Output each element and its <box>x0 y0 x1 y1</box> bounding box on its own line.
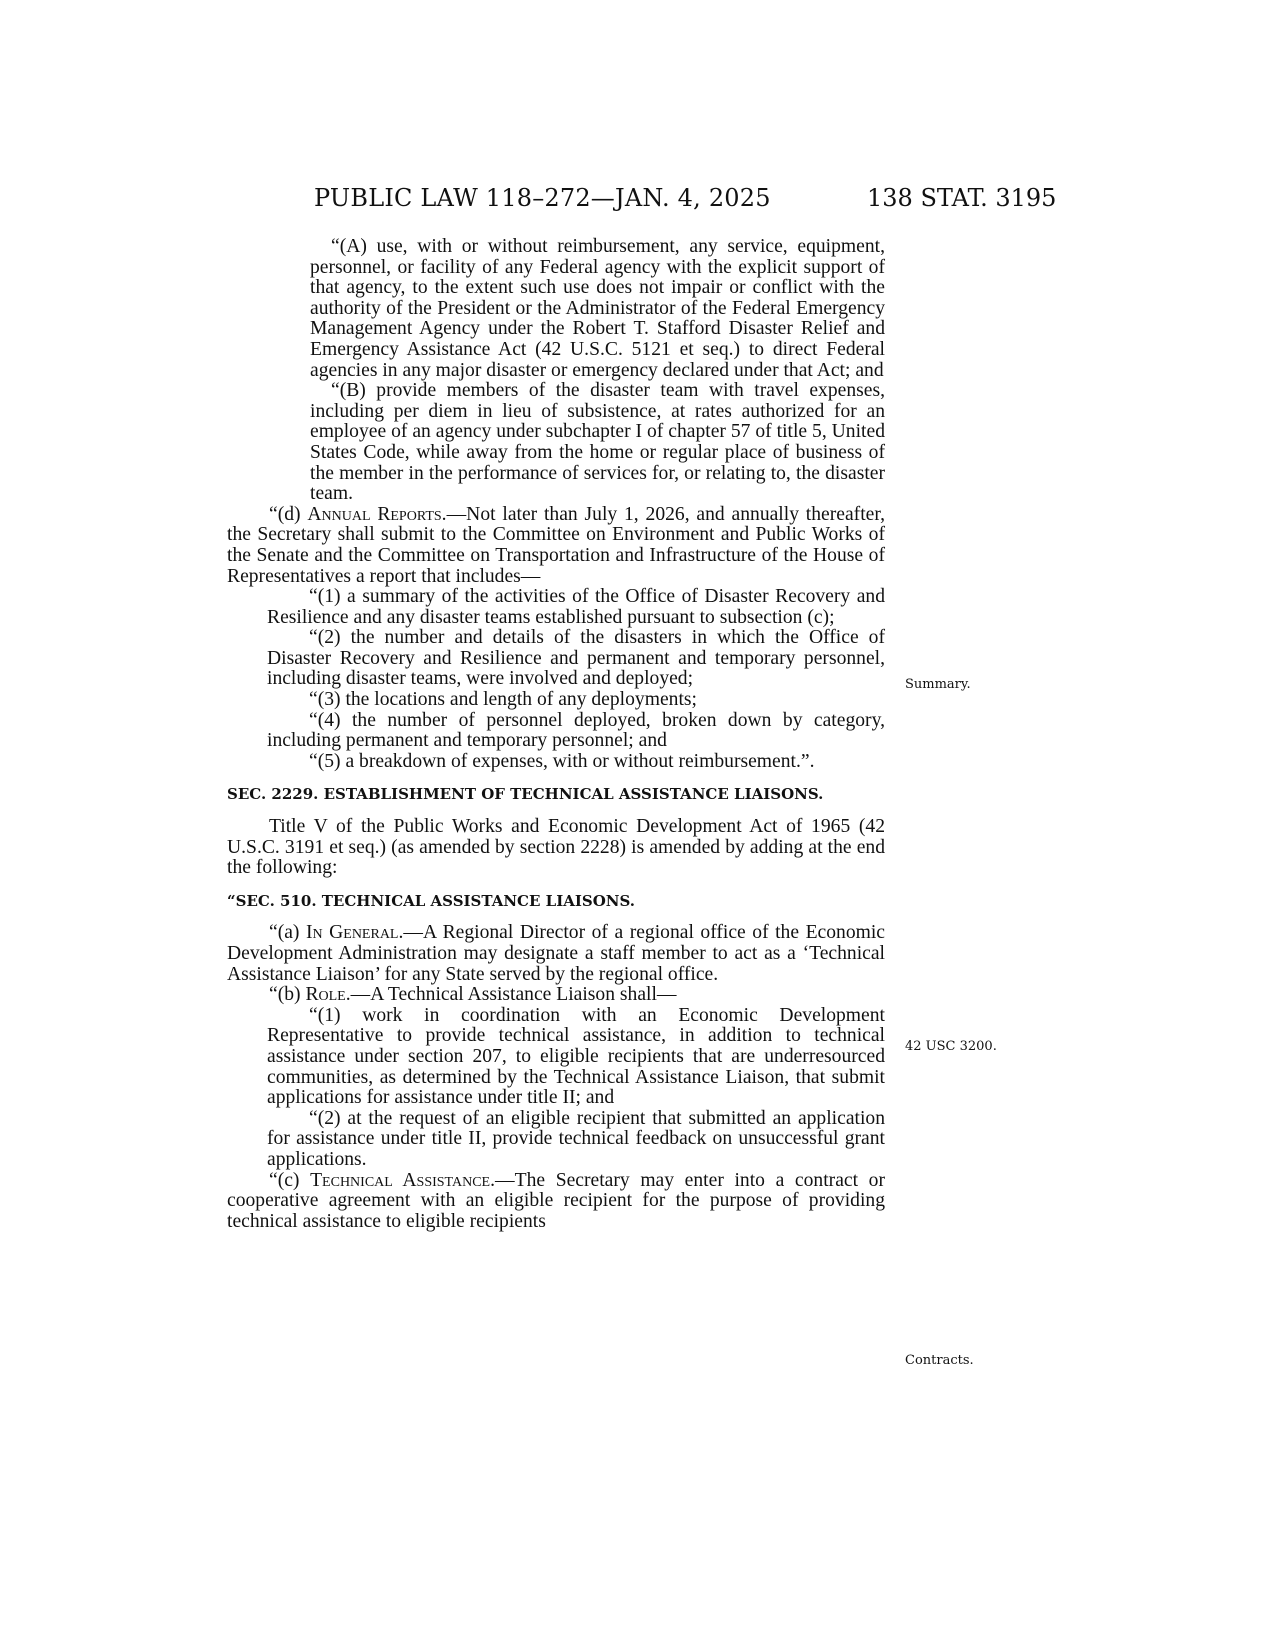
margin-note-usc-citation: 42 USC 3200. <box>905 1039 997 1054</box>
subsection-b-text: .—A Technical Assistance Liaison shall— <box>345 984 677 1006</box>
running-header-title: PUBLIC LAW 118–272—JAN. 4, 2025 <box>314 184 771 212</box>
subsection-c-text: .—The Secretary may enter into a contract or cooperative agreement with an eligible recipient for the purpose of providing technical assistance to eligible recipients <box>227 1169 885 1232</box>
paragraph-d2: “(2) the number and details of the disasters in which the Office of Disaster Recovery and Resilience and permanent and temporary personnel, including disaster teams, were involved and deployed; <box>267 627 885 690</box>
subsection-a-heading: In General <box>305 922 399 944</box>
margin-note-summary: Summary. <box>905 677 971 692</box>
subsection-c <box>227 1171 885 1233</box>
paragraph-B: “(B) provide members of the disaster team with travel expenses, including per diem in lieu of subsistence, at rates authorized for an employee of an agency under subchapter I of chapter 57 of title 5, United States Code, while away from the home or regular place of business of the member in the performance of services for, or relating to, the disaster team. <box>310 380 885 505</box>
statute-body <box>227 237 885 1232</box>
page-number: 138 STAT. 3195 <box>867 184 1057 212</box>
paragraph-d4: “(4) the number of personnel deployed, broken down by category, including permanent and temporary personnel; and <box>267 709 885 752</box>
paragraph-d1: “(1) a summary of the activities of the Office of Disaster Recovery and Resilience and any disaster teams established pursuant to subsection (c); <box>267 586 885 628</box>
section-510-heading: “SEC. 510. TECHNICAL ASSISTANCE LIAISONS. <box>227 891 636 910</box>
paragraph-b2: “(2) at the request of an eligible recipient that submitted an application for assistance under title II, provide technical feedback on unsuccessful grant applications. <box>267 1107 885 1170</box>
subsection-a <box>227 923 885 985</box>
subsection-d <box>227 505 885 587</box>
subsection-a-text: .—A Regional Director of a regional office of the Economic Development Administration may designate a staff member to act as a ‘Technical Assistance Liaison’ for any State served by the regional office. <box>227 922 886 985</box>
subsection-d-text: .—Not later than July 1, 2026, and annually thereafter, the Secretary shall submit to the Committee on Environment and Public Works of the Senate and the Committee on Transportation and Infrastructure of the House of Representatives a report that includes— <box>227 503 885 587</box>
subsection-c-heading: Technical Assistance <box>310 1169 491 1191</box>
paragraph-A: “(A) use, with or without reimbursement, any service, equipment, personnel, or facility of any Federal agency with the explicit support of that agency, to the extent such use does not impair or conflict with the authority of the President or the Administrator of the Federal Emergency Management Agency under the Robert T. Stafford Disaster Relief and Emergency Assistance Act (42 U.S.C. 5121 et seq.) to direct Federal agencies in any major disaster or emergency declared under that Act; and <box>310 236 885 381</box>
paragraph-d3: “(3) the locations and length of any deployments; <box>309 689 697 711</box>
subsection-b-heading: Role <box>305 984 346 1006</box>
section-2229-heading: SEC. 2229. ESTABLISHMENT OF TECHNICAL ASSISTANCE LIAISONS. <box>227 785 824 804</box>
subsection-b-prefix: “(b) <box>269 984 306 1006</box>
margin-note-contracts: Contracts. <box>905 1353 974 1368</box>
subsection-b <box>227 985 885 1006</box>
paragraph-d5: “(5) a breakdown of expenses, with or without reimbursement.”. <box>309 750 815 772</box>
subsection-d-heading: Annual Reports <box>307 503 442 525</box>
subsection-a-prefix: “(a) <box>269 922 306 944</box>
section-2229-text: Title V of the Public Works and Economic Development Act of 1965 (42 U.S.C. 3191 et seq.) (as amended by section 2228) is amended by adding at the end the following: <box>227 816 885 879</box>
paragraph-b1: “(1) work in coordination with an Economic Development Representative to provide technical assistance, in addition to technical assistance under section 207, to eligible recipients that are underresourced communities, as determined by the Technical Assistance Liaison, that submit applications for assistance under title II; and <box>267 1004 885 1109</box>
subsection-d-prefix: “(d) <box>269 503 308 525</box>
subsection-c-prefix: “(c) <box>269 1169 311 1191</box>
